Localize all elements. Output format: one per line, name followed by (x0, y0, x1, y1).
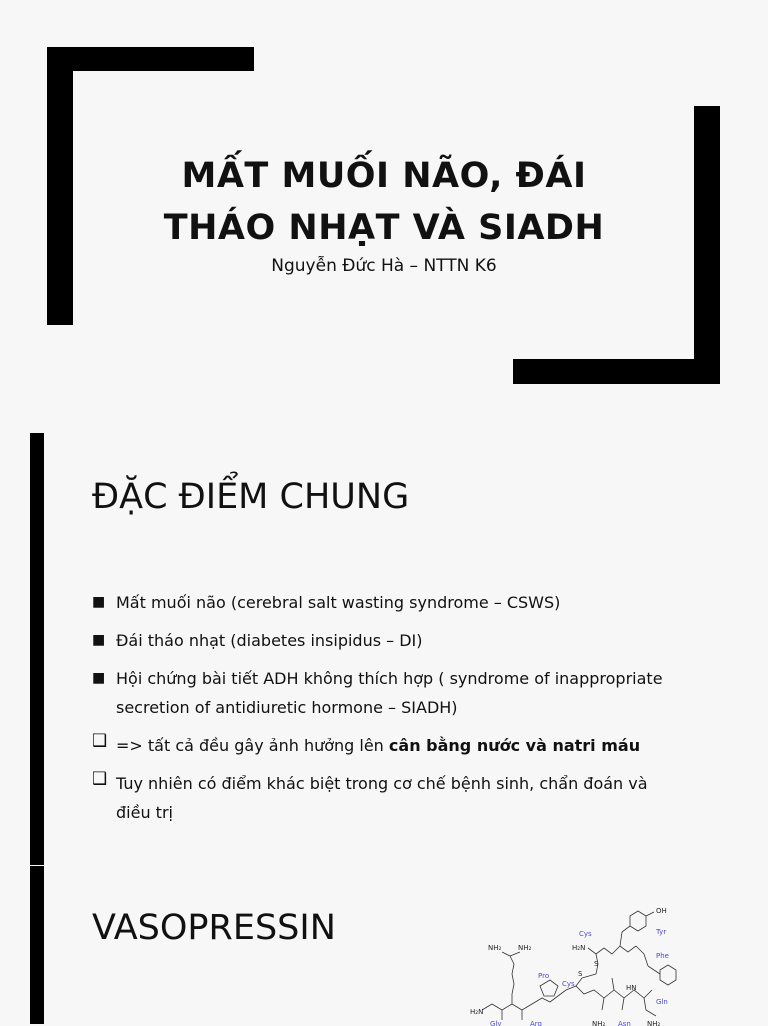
list-item (92, 626, 682, 655)
gln-label: Gln (656, 998, 668, 1006)
bullet-text: Tuy nhiên có điểm khác biệt trong cơ chế bệnh sinh, chẩn đoán và điều trị (116, 774, 648, 822)
nh2-label: NH₂ (592, 1020, 606, 1026)
bullet-text: => tất cả đều gây ảnh hưởng lên (116, 736, 389, 755)
h2n-label: H₂N (470, 1008, 484, 1016)
section-heading: ĐẶC ĐIỂM CHUNG (92, 477, 410, 517)
checkbox-bullet-icon: ❑ (92, 769, 108, 789)
nh2-label: NH₂ (488, 944, 502, 952)
tyr-label: Tyr (656, 928, 667, 936)
list-item (92, 588, 682, 617)
molecule-labels (470, 907, 669, 1026)
bullet-text: Hội chứng bài tiết ADH không thích hợp ( syndrome of inappropriate secretion of antidiuretic hormone – SIADH) (116, 669, 663, 717)
square-bullet-icon: ■ (92, 594, 106, 610)
vasopressin-slide (0, 866, 768, 1024)
cys-label: Cys (562, 980, 575, 988)
features-slide (0, 433, 768, 865)
accent-bar (30, 866, 44, 1024)
cys-label: Cys (579, 930, 592, 938)
square-bullet-icon: ■ (92, 670, 106, 686)
bullet-bold-text: cân bằng nước và natri máu (388, 736, 641, 755)
nh2-label: NH₂ (647, 1020, 661, 1026)
list-item (92, 731, 682, 760)
list-item (92, 664, 682, 722)
hn-label: HN (626, 984, 637, 992)
sulfur-label: S (578, 970, 583, 978)
asn-label: Asn (618, 1020, 631, 1026)
checkbox-bullet-icon: ❑ (92, 731, 108, 751)
bullet-list (92, 588, 682, 836)
frame-top-left-horizontal (47, 47, 254, 71)
h2n-label: H₂N (572, 944, 586, 952)
frame-bottom-right-horizontal (513, 359, 720, 384)
nh2-label: NH₂ (518, 944, 532, 952)
pro-label: Pro (538, 972, 550, 980)
title-line-2: THÁO NHẠT VÀ SIADH (163, 208, 605, 248)
bullet-text: Mất muối não (cerebral salt wasting syndrome – CSWS) (116, 593, 561, 612)
title-slide (0, 0, 768, 430)
author-subtitle: Nguyễn Đức Hà – NTTN K6 (271, 256, 497, 276)
section-heading: VASOPRESSIN (92, 908, 336, 948)
molecule-bonds (482, 911, 676, 1020)
square-bullet-icon: ■ (92, 632, 106, 648)
list-item (92, 769, 682, 827)
page-title (0, 150, 768, 254)
oh-label: OH (656, 907, 667, 915)
accent-bar (30, 433, 44, 865)
vasopressin-structure-diagram (462, 886, 702, 1026)
title-line-1: MẤT MUỐI NÃO, ĐÁI (181, 156, 587, 196)
bullet-text: Đái tháo nhạt (diabetes insipidus – DI) (116, 631, 423, 650)
gly-label: Gly (490, 1020, 502, 1026)
sulfur-label: S (594, 960, 599, 968)
phe-label: Phe (656, 952, 669, 960)
arg-label: Arg (530, 1020, 542, 1026)
